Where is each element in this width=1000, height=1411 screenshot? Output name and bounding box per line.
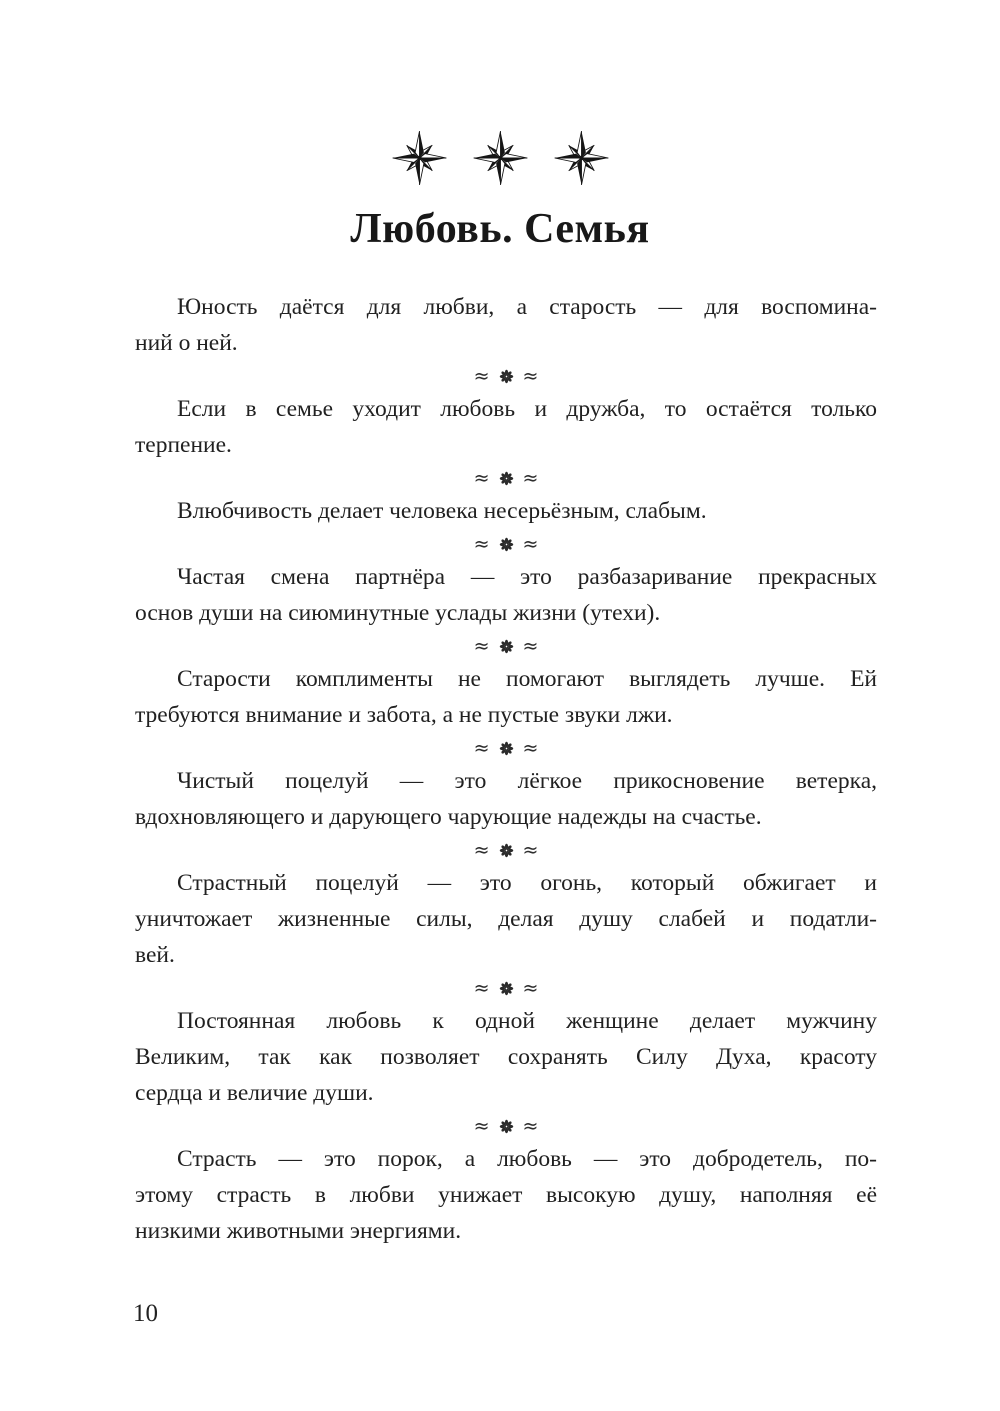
compass-star-icon: [391, 127, 448, 189]
content: [135, 289, 877, 1249]
paragraph-line: вей.: [135, 942, 175, 968]
flower-ornament-icon: [499, 741, 514, 756]
paragraph: [135, 661, 877, 733]
section-divider: [135, 733, 877, 763]
paragraph-line: Юность даётся для любви, а старость — для воспомина-: [177, 294, 877, 320]
tilde-ornament: ≈: [473, 633, 490, 658]
paragraph-line: низкими животными энергиями.: [135, 1218, 462, 1244]
paragraph-line: Страстный поцелуй — это огонь, который обжигает и: [177, 870, 877, 896]
tilde-ornament: ≈: [473, 837, 490, 862]
paragraph: [135, 289, 877, 361]
tilde-ornament: ≈: [522, 531, 539, 556]
paragraph: [135, 865, 877, 973]
paragraph: [135, 391, 877, 463]
paragraph: [135, 763, 877, 835]
section-divider: [135, 973, 877, 1003]
tilde-ornament: ≈: [522, 1113, 539, 1138]
flower-ornament-icon: [499, 369, 514, 384]
tilde-ornament: ≈: [473, 465, 490, 490]
flower-ornament-icon: [499, 981, 514, 996]
paragraph-line: ний о ней.: [135, 330, 238, 356]
flower-ornament-icon: [499, 843, 514, 858]
tilde-ornament: ≈: [473, 735, 490, 760]
tilde-ornament: ≈: [522, 363, 539, 388]
paragraph: [135, 493, 877, 529]
paragraph-line: сердца и величие души.: [135, 1080, 374, 1106]
flower-ornament-icon: [499, 1119, 514, 1134]
flower-ornament-icon: [499, 471, 514, 486]
paragraph-line: вдохновляющего и дарующего чарующие надежды на счастье.: [135, 804, 762, 830]
chapter-title: Любовь. Семья: [350, 206, 650, 252]
paragraph: [135, 1141, 877, 1249]
paragraph-line: Страсть — это порок, а любовь — это добродетель, по-: [177, 1146, 877, 1172]
tilde-ornament: ≈: [522, 735, 539, 760]
paragraph: [135, 1003, 877, 1111]
paragraph-line: Постоянная любовь к одной женщине делает мужчину: [177, 1008, 877, 1034]
tilde-ornament: ≈: [522, 633, 539, 658]
paragraph: [135, 559, 877, 631]
page-number: 10: [133, 1300, 158, 1327]
tilde-ornament: ≈: [473, 531, 490, 556]
paragraph-line: Великим, так как позволяет сохранять Силу Духа, красоту: [135, 1044, 877, 1070]
paragraph-line: Старости комплименты не помогают выглядеть лучше. Ей: [177, 666, 877, 692]
tilde-ornament: ≈: [522, 975, 539, 1000]
tilde-ornament: ≈: [522, 465, 539, 490]
paragraph-line: требуются внимание и забота, а не пустые звуки лжи.: [135, 702, 673, 728]
paragraph-line: этому страсть в любви унижает высокую душу, наполняя её: [135, 1182, 877, 1208]
compass-star-icon: [472, 127, 529, 189]
flower-ornament-icon: [499, 537, 514, 552]
flower-ornament-icon: [499, 639, 514, 654]
section-divider: [135, 835, 877, 865]
tilde-ornament: ≈: [473, 363, 490, 388]
paragraph-line: уничтожает жизненные силы, делая душу слабей и податли-: [135, 906, 877, 932]
paragraph-line: Частая смена партнёра — это разбазаривание прекрасных: [177, 564, 877, 590]
tilde-ornament: ≈: [522, 837, 539, 862]
paragraph-line: основ души на сиюминутные услады жизни (утехи).: [135, 600, 661, 626]
section-divider: [135, 631, 877, 661]
paragraph-line: Если в семье уходит любовь и дружба, то остаётся только: [177, 396, 877, 422]
section-divider: [135, 529, 877, 559]
section-divider: [135, 1111, 877, 1141]
section-divider: [135, 463, 877, 493]
tilde-ornament: ≈: [473, 1113, 490, 1138]
compass-star-icon: [553, 127, 610, 189]
section-divider: [135, 361, 877, 391]
paragraph-line: Влюбчивость делает человека несерьёзным, слабым.: [177, 498, 707, 524]
paragraph-line: терпение.: [135, 432, 232, 458]
header-ornament-row: [0, 0, 1000, 189]
paragraph-line: Чистый поцелуй — это лёгкое прикосновение ветерка,: [177, 768, 877, 794]
tilde-ornament: ≈: [473, 975, 490, 1000]
